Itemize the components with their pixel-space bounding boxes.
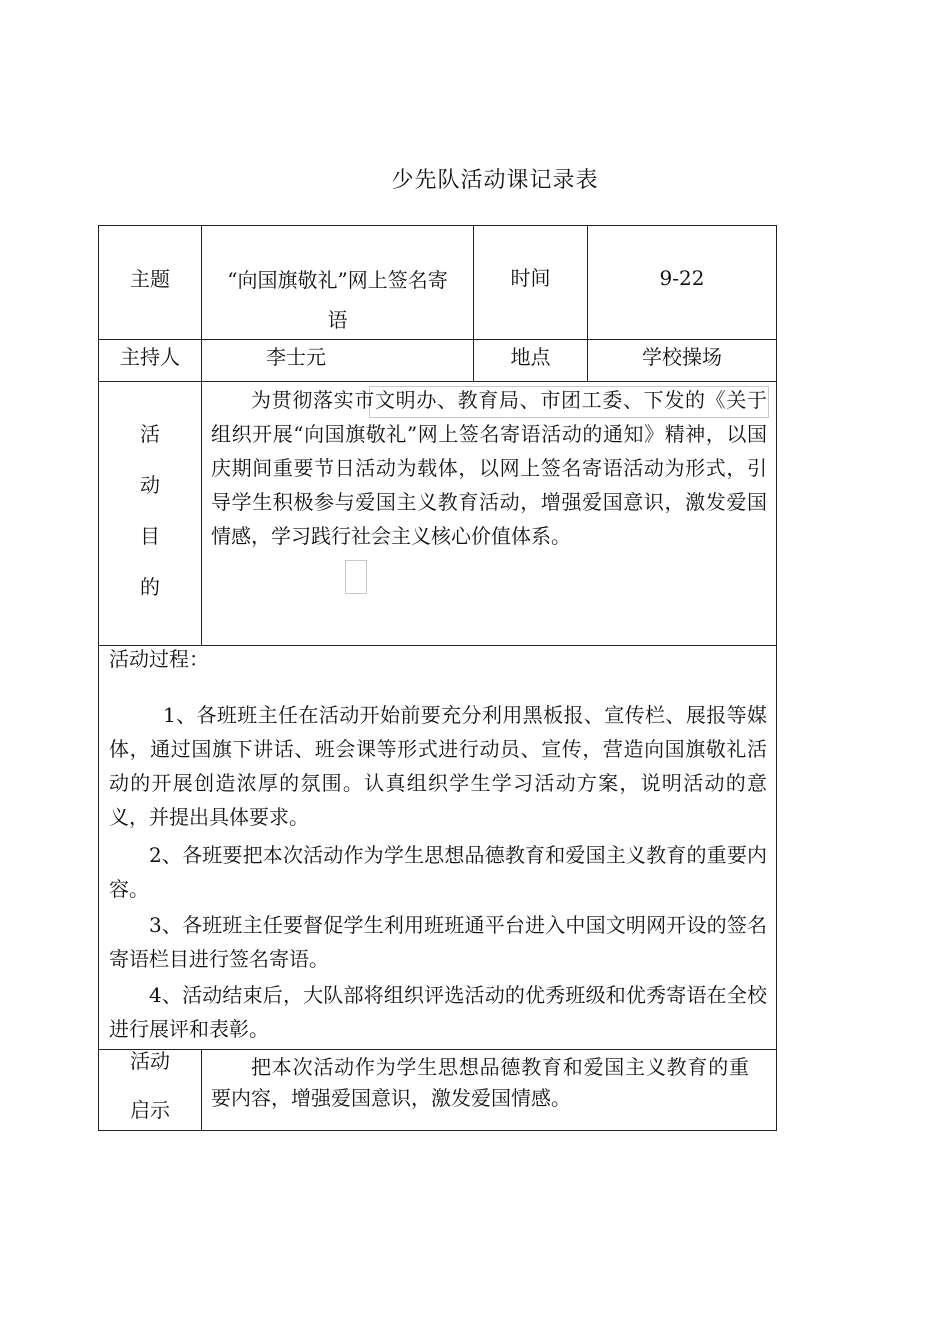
table-border-top	[98, 225, 777, 226]
table-border-bottom	[98, 1130, 777, 1131]
insight-label-line2: 启示	[130, 1098, 170, 1122]
insight-label-line1: 活动	[130, 1049, 170, 1073]
form-title: 少先队活动课记录表	[391, 168, 599, 193]
insight-text: 把本次活动作为学生思想品德教育和爱国主义教育的重要内容，增强爱国意识，激发爱国情感。	[211, 1055, 749, 1110]
purpose-label	[100, 409, 200, 613]
host-value: 李士元	[266, 345, 326, 369]
table-border-right	[776, 225, 777, 1131]
purpose-highlight-box-end	[345, 560, 367, 594]
host-label: 主持人	[120, 345, 180, 369]
purpose-label-char-1: 活	[140, 422, 160, 446]
place-value: 学校操场	[642, 345, 722, 369]
place-label: 地点	[510, 345, 551, 369]
label-column-divider-bottom	[201, 1049, 202, 1130]
process-item-1: 1、各班班主任在活动开始前要充分利用黑板报、宣传栏、展报等媒体，通过国旗下讲话、班会课等形式进行动员、宣传，营造向国旗敬礼活动的开展创造浓厚的氛围。认真组织学生学习活动方案，说明活动的意义，并提出具体要求。	[109, 703, 767, 829]
topic-value-line1: “向国旗敬礼”网上签名寄	[227, 268, 448, 292]
process-label: 活动过程：	[109, 647, 209, 671]
purpose-label-char-4: 的	[140, 575, 160, 599]
row-divider-2	[98, 381, 777, 382]
time-value: 9-22	[659, 266, 705, 290]
time-label: 时间	[510, 266, 551, 290]
topic-label: 主题	[130, 267, 170, 291]
process-item-4: 4、活动结束后，大队部将组织评选活动的优秀班级和优秀寄语在全校进行展评和表彰。	[109, 983, 767, 1041]
process-item-3: 3、各班班主任要督促学生利用班班通平台进入中国文明网开设的签名寄语栏目进行签名寄语。	[109, 913, 767, 971]
purpose-label-char-3: 目	[140, 524, 160, 548]
purpose-text: 为贯彻落实市文明办、教育局、市团工委、下发的《关于组织开展“向国旗敬礼”网上签名寄语活动的通知》精神，以国庆期间重要节日活动为载体，以网上签名寄语活动为形式，引导学生积极参与爱国主义教育活动，增强爱国意识，激发爱国情感，学习践行社会主义核心价值体系。	[211, 388, 767, 548]
process-item-2: 2、各班要把本次活动作为学生思想品德教育和爱国主义教育的重要内容。	[109, 843, 767, 901]
topic-value-line2: 语	[327, 308, 348, 332]
purpose-label-char-2: 动	[140, 473, 160, 497]
